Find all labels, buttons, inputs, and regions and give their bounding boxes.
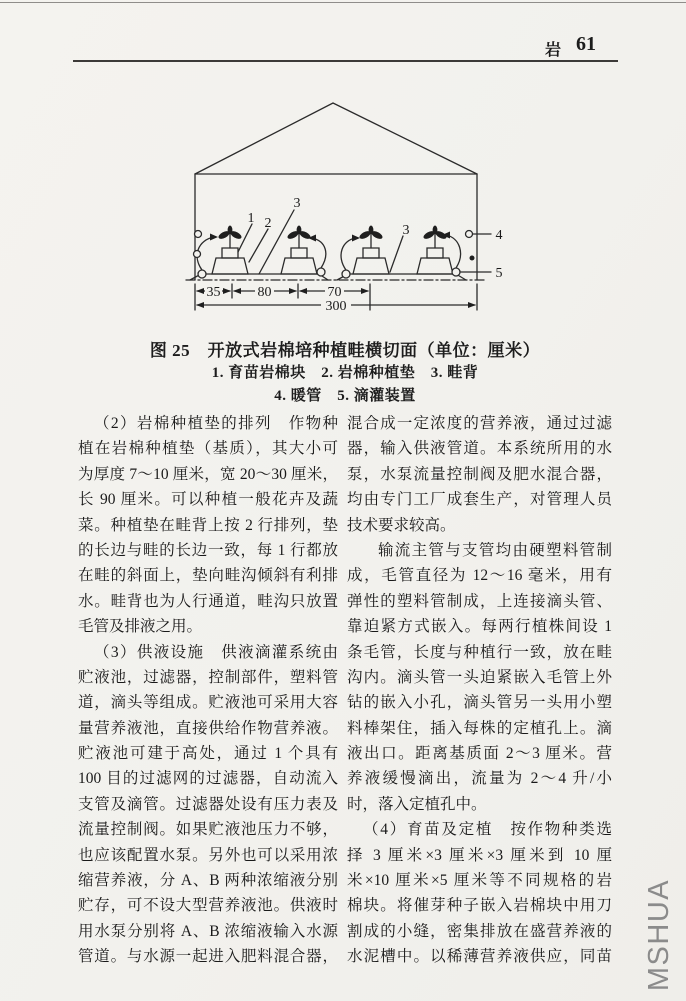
scan-edge-line — [0, 2, 686, 3]
text-line: 量营养液池，直接供给作物营养液。 — [78, 719, 338, 737]
text-line: 植在岩棉种植垫（基质），其大小可 — [78, 440, 338, 458]
drip-emitter-icon — [452, 268, 460, 276]
part-label-1: 1 — [247, 211, 255, 226]
text-line: 菜。种植垫在畦背上按 2 行排列，垫 — [78, 516, 338, 534]
text-line: 支管及滴管。过滤器处设有压力表及 — [78, 795, 338, 813]
leader-line-3b — [390, 236, 403, 272]
dim-label-70: 70 — [327, 285, 342, 300]
text-line: 条毛管，长度与种植行一致，放在畦 — [347, 643, 612, 661]
dim-label-300: 300 — [325, 299, 347, 314]
text-line: 用水泵分别将 A、B 浓缩液输入水源 — [78, 922, 338, 940]
text-line: 流量控制阀。如果贮液池压力不够， — [78, 821, 338, 839]
text-line: 管道。与水源一起进入肥料混合器， — [78, 948, 338, 966]
text-line: 泵，水泵流量控制阀及肥水混合器， — [347, 465, 612, 483]
running-head-label: 岩 — [545, 42, 563, 59]
part-label-2: 2 — [264, 216, 272, 231]
text-line: 输流主管与支管均由硬塑料管制 — [378, 541, 612, 559]
planting-unit-1 — [212, 234, 248, 274]
text-line: （2）岩棉种植垫的排列 作物种 — [94, 415, 338, 432]
part-label-3a: 3 — [293, 196, 301, 211]
figure-legend-line2: 4. 暖管 5. 滴灌装置 — [274, 388, 416, 404]
page-number: 61 — [576, 33, 596, 55]
text-line: 的长边与畦的长边一致，每 1 行都放 — [78, 541, 338, 559]
text-column-left — [78, 411, 338, 970]
drip-emitter-icon — [198, 270, 206, 278]
text-line: 贮存，可不设大型营养液池。供液时 — [78, 897, 338, 915]
text-line: 米×10 厘米×5 厘米等不同规格的岩 — [347, 872, 612, 890]
text-line: （3）供液设施 供液滴灌系统由 — [94, 643, 338, 661]
text-line: 割成的小缝，密集排放在盛营养液的 — [347, 922, 612, 940]
dim-label-80: 80 — [257, 285, 272, 300]
text-line: 棉块。将催芽种子嵌入岩棉块中用刀 — [347, 897, 612, 915]
plant-leaves — [217, 226, 447, 241]
text-column-right — [347, 411, 612, 970]
drip-emitter-icon — [317, 268, 325, 276]
part-label-5: 5 — [495, 266, 503, 281]
text-line: （4）育苗及定植 按作物种类选 — [363, 821, 612, 839]
drip-emitter-icon — [342, 270, 350, 278]
greenhouse-roof — [195, 103, 477, 174]
bed-ridge-2 — [337, 274, 466, 280]
drip-tube-arc-3 — [341, 238, 356, 270]
text-line: 料棒架住，插入每株的定植孔上。滴 — [347, 719, 612, 737]
text-line: 均由专门工厂成套生产，对管理人员 — [347, 491, 612, 509]
part-label-3b: 3 — [402, 223, 410, 238]
drip-tube-arc-4 — [446, 235, 461, 268]
text-line: 液出口。距离基质面 2～3 厘米。营 — [347, 745, 612, 763]
text-line: 弹性的塑料管制成，上连接滴头管、 — [347, 592, 612, 610]
text-line: 技术要求较高。 — [347, 516, 456, 534]
text-line: 在畦的斜面上，垫向畦沟倾斜有利排 — [78, 567, 338, 585]
text-line: 缩营养液，分 A、B 两种浓缩液分别 — [78, 872, 338, 890]
bed-ridge-1 — [190, 274, 328, 280]
text-line: 长 90 厘米。可以种植一般花卉及蔬 — [78, 491, 338, 509]
header-rule — [73, 60, 618, 62]
text-line: 成，毛管直径为 12～16 毫米，用有 — [347, 567, 612, 585]
text-line: 混合成一定浓度的营养液，通过过滤 — [347, 415, 612, 432]
text-line: 道，滴头等组成。贮液池可采用大容 — [78, 694, 338, 712]
figure-caption: 图 25 开放式岩棉培种植畦横切面（单位：厘米） — [149, 341, 541, 360]
text-line: 钻的嵌入小孔，滴头管另一头用小塑 — [347, 694, 612, 712]
heating-pipe-dot — [470, 256, 475, 261]
text-line: 也应该配置水泵。另外也可以采用浓 — [78, 846, 338, 864]
planting-unit-3 — [353, 234, 389, 274]
text-line: 水。畦背也为人行通道，畦沟只放置 — [78, 592, 338, 610]
text-line: 靠迫紧方式嵌入。每两行植株间设 1 — [347, 618, 612, 636]
figure-25-diagram — [150, 88, 550, 336]
text-line: 养液缓慢滴出，流量为 2～4 升/小 — [347, 770, 612, 788]
text-line: 器，输入供液管道。本系统所用的水 — [347, 440, 612, 458]
text-line: 为厚度 7～10 厘米，宽 20～30 厘米， — [78, 465, 338, 483]
leader-line-2 — [249, 229, 268, 262]
text-line: 毛管及排液之用。 — [78, 618, 203, 636]
text-line: 100 目的过滤网的过滤器，自动流入 — [78, 770, 338, 788]
text-line: 水泥槽中。以稀薄营养液供应，同苗 — [347, 948, 612, 966]
watermark: MSHUA — [643, 878, 675, 992]
heating-pipe-icon — [195, 231, 202, 238]
planting-unit-2 — [281, 234, 317, 274]
text-line: 贮液池，过滤器，控制部件，塑料管 — [78, 668, 338, 686]
figure-legend-line1: 1. 育苗岩棉块 2. 岩棉种植垫 3. 畦背 — [211, 365, 479, 381]
text-line: 时，落入定植孔中。 — [347, 795, 487, 813]
text-line: 贮液池可建于高处，通过 1 个具有 — [78, 745, 338, 763]
text-line: 沟内。滴头管一头迫紧嵌入毛管上外 — [347, 668, 612, 686]
dim-label-35: 35 — [206, 285, 221, 300]
heating-pipe-icon — [466, 231, 473, 238]
text-line: 择 3 厘米×3 厘米×3 厘米到 10 厘 — [347, 846, 612, 864]
heating-pipe-icon — [194, 251, 201, 258]
part-label-4: 4 — [495, 228, 503, 243]
planting-unit-4 — [417, 234, 453, 274]
